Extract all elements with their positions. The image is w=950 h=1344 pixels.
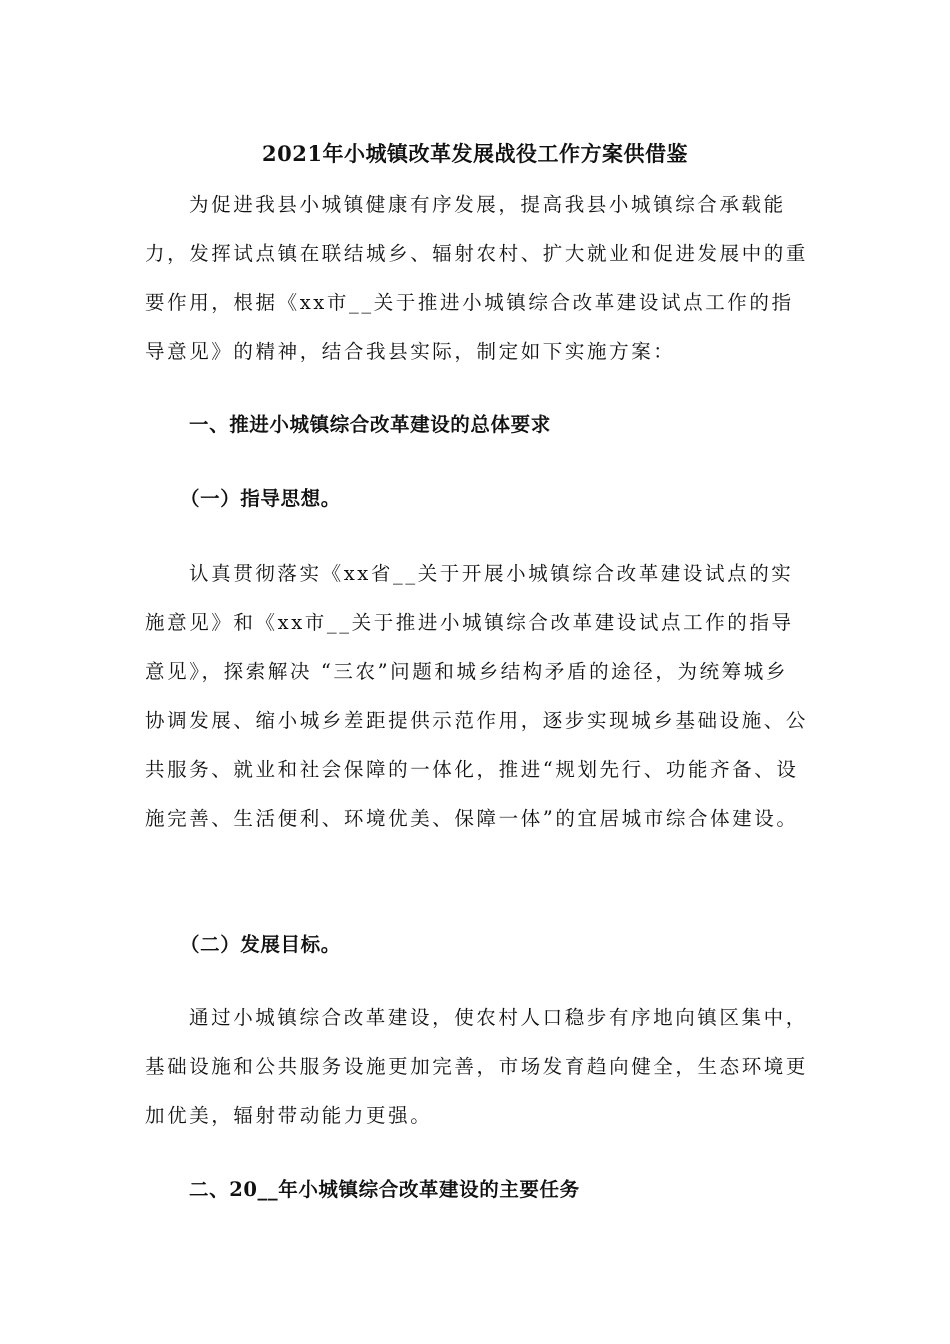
- intro-paragraph: 为促进我县小城镇健康有序发展，提高我县小城镇综合承载能力，发挥试点镇在联结城乡、辐射农村、扩大就业和促进发展中的重要作用，根据《xx市__关于推进小城镇综合改革建设试点工作的指导意见》的精神，结合我县实际，制定如下实施方案：: [145, 193, 809, 363]
- document-title: 2021年小城镇改革发展战役工作方案供借鉴: [262, 141, 688, 166]
- subsection-development-goals-heading: （二）发展目标。: [180, 933, 341, 956]
- section-2-heading: 二、20__年小城镇综合改革建设的主要任务: [189, 1178, 580, 1201]
- subsection-guiding-ideology-heading: （一）指导思想。: [180, 487, 341, 510]
- guiding-ideology-paragraph: 认真贯彻落实《xx省__关于开展小城镇综合改革建设试点的实施意见》和《xx市__关于推进小城镇综合改革建设试点工作的指导意见》，探索解决 “三农”问题和城乡结构矛盾的途径，为统筹城乡协调发展、缩小城乡差距提供示范作用，逐步实现城乡基础设施、公共服务、就业和社会保障的一体化，推进“规划先行、功能齐备、设施完善、生活便利、环境优美、保障一体”的宜居城市综合体建设。: [145, 562, 809, 830]
- development-goals-paragraph: 通过小城镇综合改革建设，使农村人口稳步有序地向镇区集中，基础设施和公共服务设施更加完善，市场发育趋向健全，生态环境更加优美，辐射带动能力更强。: [145, 1006, 809, 1127]
- section-1-heading: 一、推进小城镇综合改革建设的总体要求: [189, 413, 551, 436]
